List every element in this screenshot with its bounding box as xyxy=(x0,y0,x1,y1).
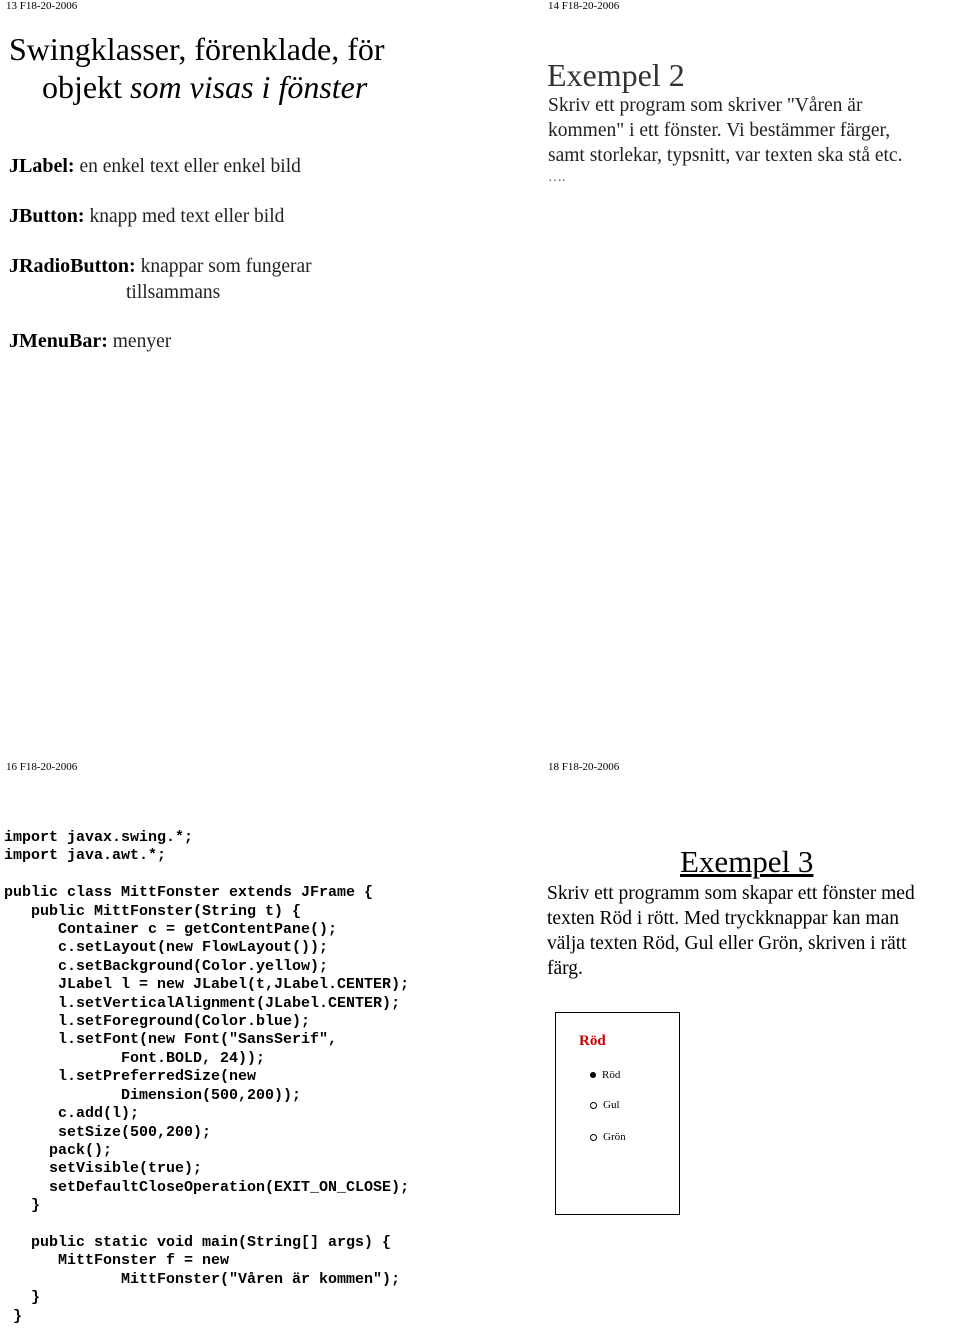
slide13-header: 13 F18-20-2006 xyxy=(6,0,78,12)
swing-item-name: JButton: xyxy=(9,205,85,227)
swing-item-jbutton xyxy=(9,204,284,229)
swing-item-continuation: tillsammans xyxy=(126,282,221,303)
slide13-title-line2 xyxy=(42,68,367,106)
slide18-line: färg. xyxy=(547,958,583,979)
swing-item-jradiobutton xyxy=(9,254,312,279)
swing-item-desc: knapp med text eller bild xyxy=(84,206,285,227)
slide14-title: Exempel 2 xyxy=(547,57,685,93)
swing-item-jlabel xyxy=(9,154,301,179)
slide13-title-roman: objekt xyxy=(42,69,130,105)
slide14-line: Skriv ett program som skriver "Våren är xyxy=(548,95,863,116)
radio-unselected-icon xyxy=(590,1134,597,1141)
radio-option-gul[interactable] xyxy=(590,1099,620,1111)
swing-item-desc: en enkel text eller enkel bild xyxy=(74,156,301,177)
swing-item-name: JRadioButton: xyxy=(9,255,136,277)
radio-label: Grön xyxy=(603,1131,626,1143)
radio-option-gron[interactable] xyxy=(590,1131,626,1143)
slide18-title: Exempel 3 xyxy=(680,844,814,879)
slide13-title-italic: som visas i fönster xyxy=(129,69,368,105)
radio-selected-icon xyxy=(590,1072,596,1078)
swing-item-name: JMenuBar: xyxy=(9,330,108,352)
swing-item-desc: knappar som fungerar xyxy=(135,256,312,277)
slide16-header: 16 F18-20-2006 xyxy=(6,761,78,773)
slide18-header: 18 F18-20-2006 xyxy=(548,761,620,773)
demo-app-window xyxy=(555,1012,680,1215)
swing-item-desc: menyer xyxy=(107,331,172,352)
slide18-line: texten Röd i rött. Med tryckknappar kan man xyxy=(547,908,899,929)
slide18-line: välja texten Röd, Gul eller Grön, skriven i rätt xyxy=(547,933,907,954)
swing-item-name: JLabel: xyxy=(9,155,75,177)
slide14-header: 14 F18-20-2006 xyxy=(548,0,620,12)
swing-item-jmenubar xyxy=(9,329,171,354)
slide14-ellipsis: …. xyxy=(548,170,566,185)
radio-unselected-icon xyxy=(590,1102,597,1109)
slide14-line: kommen" i ett fönster. Vi bestämmer färger, xyxy=(548,120,891,141)
radio-option-rod[interactable] xyxy=(590,1069,620,1081)
slide14-line: samt storlekar, typsnitt, var texten ska stå etc. xyxy=(548,145,903,166)
slide13-title-line1: Swingklasser, förenklade, för xyxy=(9,31,385,67)
radio-label: Gul xyxy=(603,1099,620,1111)
demo-red-label: Röd xyxy=(579,1033,606,1049)
java-code-block: import javax.swing.*; import java.awt.*; public class MittFonster extends JFrame { public MittFonster(String t) { Container c = getContentPane(); c.setLayout(new FlowLayout()); c.setBackground(Color.yellow); JLabel l = new JLabel(t,JLabel.CENTER); l.setVerticalAlignment(JLabel.CENTER); l.setForeground(Color.blue); l.setFont(new Font("SansSerif", Font.BOLD, 24)); l.setPreferredSize(new Dimension(500,200)); c.add(l); setSize(500,200); pack(); setVisible(true); setDefaultCloseOperation(EXIT_ON_CLOSE); } public static void main(String[] args) { MittFonster f = new MittFonster("Våren är kommen"); } } xyxy=(4,829,410,1325)
slide18-line: Skriv ett programm som skapar ett fönster med xyxy=(547,883,915,904)
radio-label: Röd xyxy=(602,1069,621,1081)
